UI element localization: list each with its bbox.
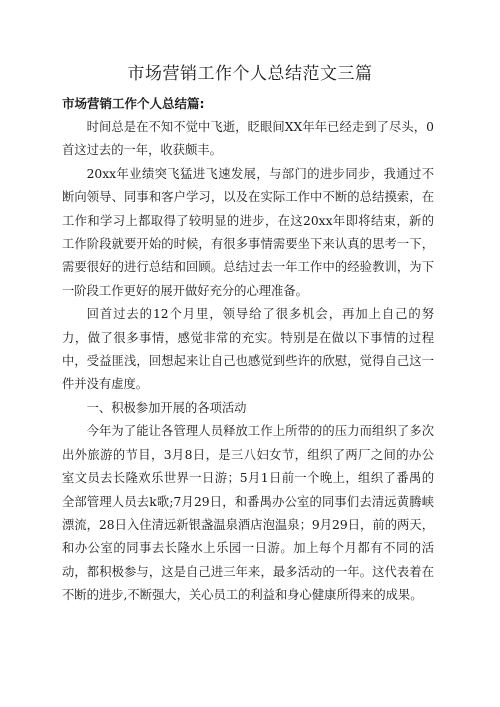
paragraph-review: 回首过去的12个月里，领导给了很多机会，再加上自己的努力，做了很多事情，感觉非常的充实。特别是在做以下事情的过程中，受益匪浅，回想起来让自己也感觉到些许的欣慰，觉得自己这一件并没有虚度。: [62, 307, 434, 392]
paragraph-performance: 20xx年业绩突飞猛进飞速发展，与部门的进步同步，我通过不断向领导、同事和客户学习，以及在实际工作中不断的总结摸索，在工作和学习上都取得了较明显的进步，在这20xx年即将结束，新的工作阶段就要开始的时候，有很多事情需要坐下来认真的思考一下，需要很好的进行总结和回顾。总结过去一年工作中的经验教训，为下一阶段工作更好的展开做好充分的心理准备。: [62, 166, 434, 298]
document-body: [62, 116, 434, 608]
document-subtitle: 市场营销工作个人总结篇:: [62, 96, 205, 111]
paragraph-activities: 今年为了能让各管理人员释放工作上所带的的压力而组织了多次出外旅游的节目，3月8日，是三八妇女节，组织了两厂之间的办公室文员去长隆欢乐世界一日游；5月1日前一个晚上，组织了番禺的全部管理人员去k歌;7月29日，和番禺办公室的同事们去清远黄腾峡漂流，28日入住清远新银盏温泉酒店泡温泉；9月29日，前的两天，和办公室的同事去长隆水上乐园一日游。加上每个月都有不同的活动，都积极参与，这是自己进三年来，最多活动的一年。这代表着在不断的进步,不断强大，关心员工的利益和身心健康所得来的成果。: [62, 424, 434, 603]
document-title: 市场营销工作个人总结范文三篇: [127, 64, 373, 84]
section-heading-activities: 一、积极参加开展的各项活动: [86, 400, 247, 415]
paragraph-intro: 时间总是在不知不觉中飞逝，眨眼间XX年年已经走到了尽头，0首这过去的一年，收获颇丰。: [62, 120, 434, 158]
